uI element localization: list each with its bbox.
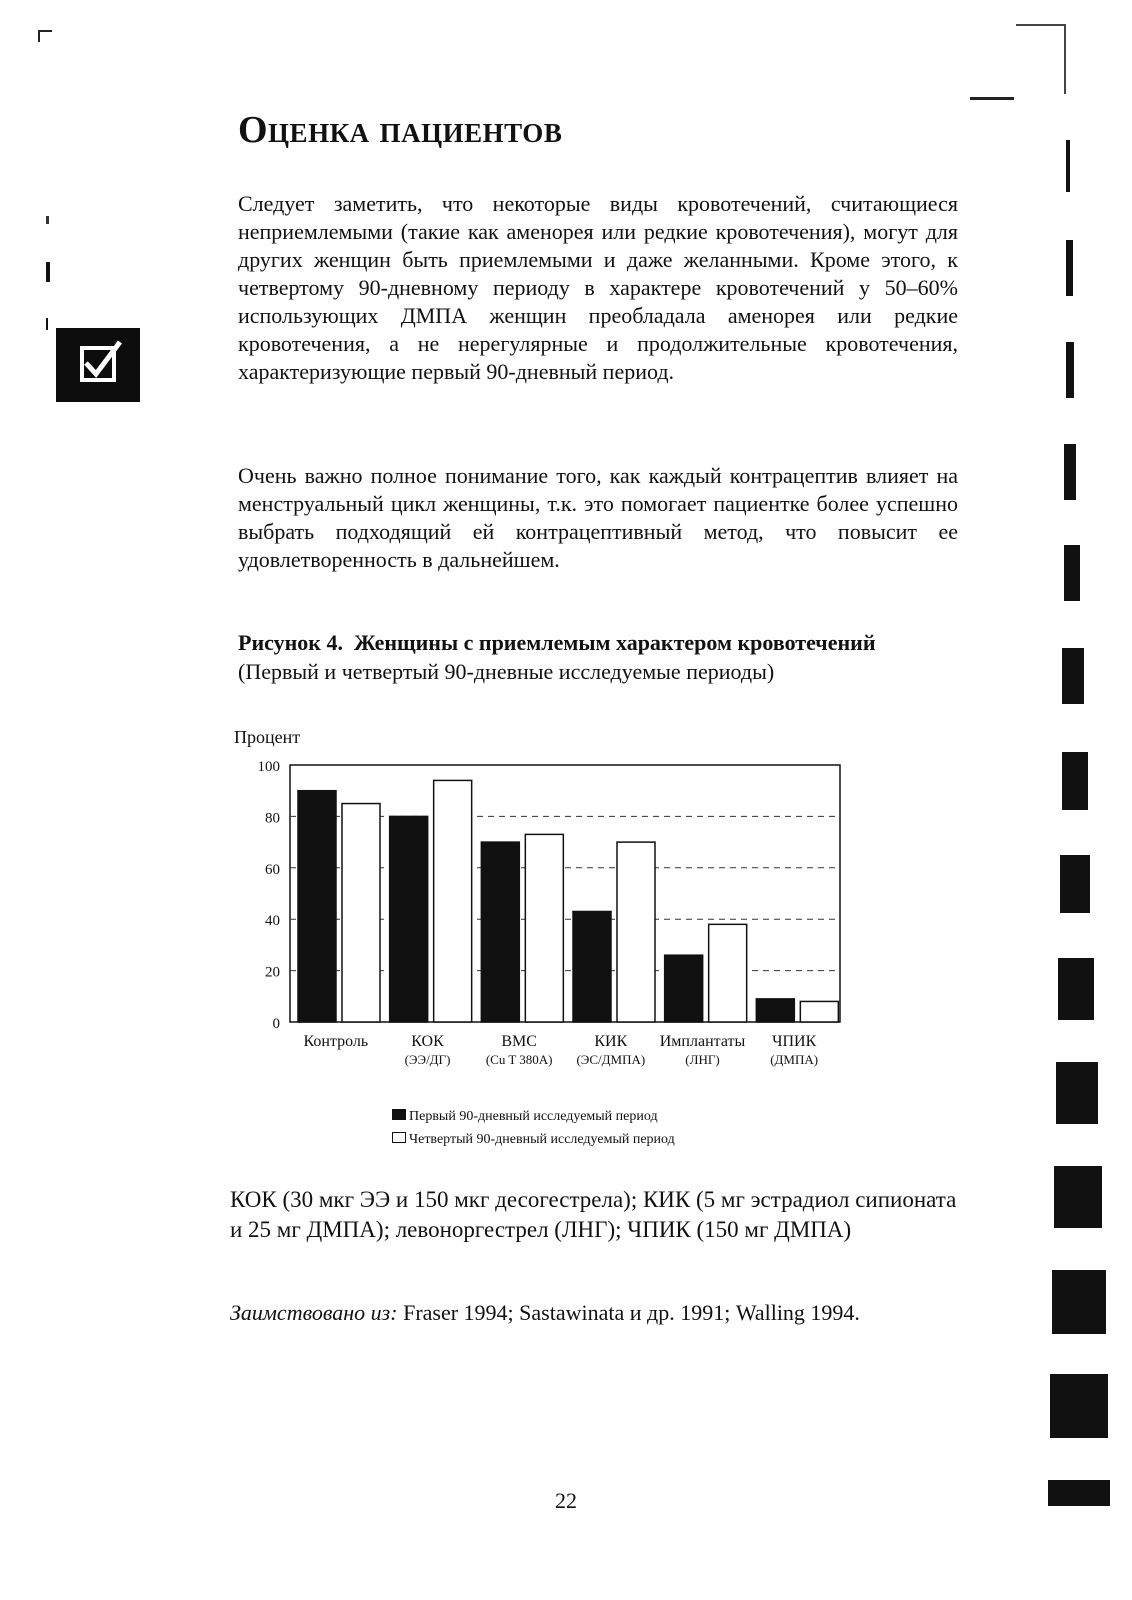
bar-first-period xyxy=(756,999,794,1022)
source-text: Fraser 1994; Sastawinata и др. 1991; Walling 1994. xyxy=(397,1300,860,1325)
figure-label: Рисунок 4. xyxy=(238,630,343,655)
legend-label: Четвертый 90-дневный исследуемый период xyxy=(409,1132,675,1147)
x-category-sublabel: (ЛНГ) xyxy=(685,1052,720,1067)
bar-first-period xyxy=(390,816,428,1022)
source-note xyxy=(230,1300,970,1326)
x-category-label: Имплантаты xyxy=(659,1033,746,1050)
x-category-label: ЧПИК xyxy=(772,1033,817,1050)
y-tick-label: 80 xyxy=(265,810,280,827)
x-category-sublabel: (ДМПА) xyxy=(770,1052,819,1067)
legend-swatch-light xyxy=(392,1132,406,1143)
bar-first-period xyxy=(298,791,336,1022)
y-tick-label: 40 xyxy=(265,913,280,930)
margin-mark xyxy=(46,262,50,282)
x-category-sublabel: (Cu T 380A) xyxy=(485,1052,553,1067)
x-category-label: ВМС xyxy=(501,1033,537,1050)
x-category-sublabel: (ЭС/ДМПА) xyxy=(576,1052,646,1067)
source-prefix: Заимствовано из: xyxy=(230,1300,398,1325)
y-tick-label: 60 xyxy=(265,861,280,878)
y-axis-label: Процент xyxy=(234,727,301,747)
abbreviation-notes: КОК (30 мкг ЭЭ и 150 мкг десогестрела); КИК (5 мг эстрадиол сипионата и 25 мг ДМПА); левоноргестрел (ЛНГ); ЧПИК (150 мг ДМПА) xyxy=(230,1187,957,1242)
legend-label: Первый 90-дневный исследуемый период xyxy=(409,1109,658,1124)
figure-subtitle: (Первый и четвертый 90-дневные исследуемые периоды) xyxy=(238,659,775,684)
bar-fourth-period xyxy=(800,1001,838,1022)
y-tick-label: 100 xyxy=(257,759,280,775)
page-title: Оценка пациентов xyxy=(238,109,563,151)
corner-mark xyxy=(38,30,40,42)
bar-first-period xyxy=(481,842,519,1022)
corner-mark xyxy=(38,30,52,32)
bar-first-period xyxy=(665,955,703,1022)
legend-item-first xyxy=(392,1105,675,1128)
bar-first-period xyxy=(573,911,611,1022)
bar-fourth-period xyxy=(525,834,563,1022)
x-category-label: КОК xyxy=(411,1033,444,1050)
y-tick-label: 20 xyxy=(265,964,280,981)
edge-line xyxy=(970,97,1014,100)
x-category-label: КИК xyxy=(594,1033,628,1050)
checklist-badge xyxy=(56,328,140,402)
legend-item-fourth xyxy=(392,1128,675,1151)
paragraph-2: Очень важно полное понимание того, как каждый контрацептив влияет на менструальный цикл женщины, т.к. это помогает пациентке более успешно выбрать подходящий ей контрацептивный метод, что повысит ее удовлетворенность в дальнейшем. xyxy=(238,463,958,572)
figure-title: Женщины с приемлемым характером кровотечений xyxy=(353,630,876,655)
paragraph-1: Следует заметить, что некоторые виды кровотечений, считающиеся неприемлемыми (такие как аменорея или редкие кровотечения), могут для других женщин быть приемлемыми и даже желанными. Кроме этого, к четвертому 90-дневному периоду в характере кровотечений у 50–60% использующих ДМПА женщин преобладала аменорея или редкие кровотечения, а не нерегулярные и продолжительные кровотечения, характеризующие первый 90-дневный период. xyxy=(238,191,958,384)
bar-fourth-period xyxy=(709,924,747,1022)
margin-mark xyxy=(46,318,48,330)
margin-mark xyxy=(46,216,49,224)
bar-fourth-period xyxy=(434,780,472,1022)
x-category-label: Контроль xyxy=(303,1033,369,1050)
legend-swatch-dark xyxy=(392,1109,406,1120)
checkbox-icon xyxy=(56,328,140,402)
edge-line xyxy=(1064,24,1066,94)
x-category-sublabel: (ЭЭ/ДГ) xyxy=(404,1052,451,1067)
y-tick-label: 0 xyxy=(272,1016,280,1032)
edge-line xyxy=(1016,24,1066,26)
chart-legend xyxy=(392,1105,675,1151)
page-number: 22 xyxy=(555,1488,577,1513)
bar-fourth-period xyxy=(617,842,655,1022)
bar-fourth-period xyxy=(342,804,380,1022)
bar-chart xyxy=(230,752,850,1082)
figure-caption xyxy=(238,628,958,686)
